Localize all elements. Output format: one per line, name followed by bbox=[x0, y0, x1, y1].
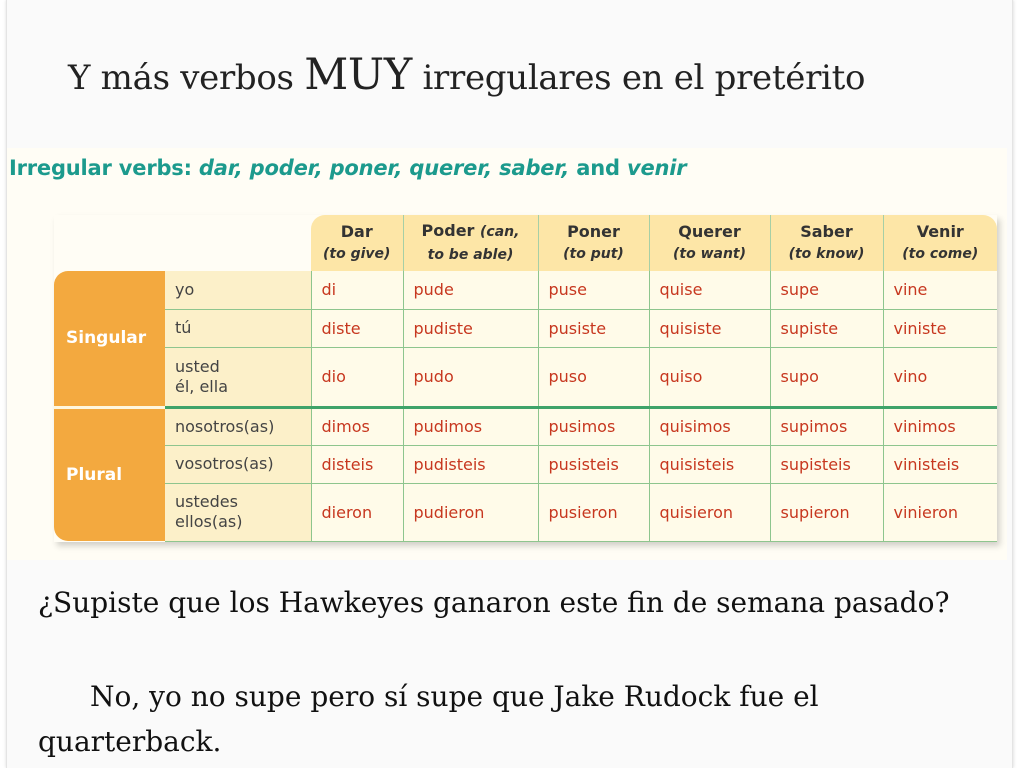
corner-cell bbox=[165, 215, 311, 271]
form-cell: diste bbox=[311, 309, 403, 347]
form-cell: quisiste bbox=[649, 309, 770, 347]
form-cell: supieron bbox=[770, 483, 883, 541]
form-cell: quisisteis bbox=[649, 445, 770, 483]
pronoun-cell: vosotros(as) bbox=[165, 445, 311, 483]
question-text: ¿Supiste que los Hawkeyes ganaron este fin de semana pasado? bbox=[38, 586, 950, 619]
group-label-singular: Singular bbox=[54, 271, 165, 407]
form-cell: supimos bbox=[770, 407, 883, 445]
header-row bbox=[54, 215, 997, 271]
form-cell: quisimos bbox=[649, 407, 770, 445]
form-cell: supe bbox=[770, 271, 883, 309]
form-cell: viniste bbox=[883, 309, 997, 347]
form-cell: pusimos bbox=[538, 407, 649, 445]
conjugation-table bbox=[54, 215, 997, 542]
title-end: irregulares en el pretérito bbox=[411, 58, 866, 98]
table-row bbox=[54, 407, 997, 445]
table-row bbox=[54, 445, 997, 483]
form-cell: vinisteis bbox=[883, 445, 997, 483]
form-cell: pudiste bbox=[403, 309, 538, 347]
textbook-image bbox=[7, 148, 1007, 560]
pronoun-cell: yo bbox=[165, 271, 311, 309]
col-header-poder: Poder (can, to be able) bbox=[403, 215, 538, 271]
group-label-plural: Plural bbox=[54, 407, 165, 541]
form-cell: di bbox=[311, 271, 403, 309]
form-cell: quise bbox=[649, 271, 770, 309]
form-cell: vino bbox=[883, 347, 997, 407]
form-cell: pudimos bbox=[403, 407, 538, 445]
answer-text: No, yo no supe pero sí supe que Jake Rudock fue el quarterback. bbox=[38, 680, 819, 758]
slide-title bbox=[68, 50, 988, 100]
form-cell: pude bbox=[403, 271, 538, 309]
table-row bbox=[54, 309, 997, 347]
form-cell: supo bbox=[770, 347, 883, 407]
form-cell: pusiste bbox=[538, 309, 649, 347]
form-cell: pudo bbox=[403, 347, 538, 407]
form-cell: pusisteis bbox=[538, 445, 649, 483]
form-cell: pusieron bbox=[538, 483, 649, 541]
corner-cell bbox=[54, 215, 165, 271]
pronoun-cell: nosotros(as) bbox=[165, 407, 311, 445]
col-header-poner: Poner (to put) bbox=[538, 215, 649, 271]
form-cell: dio bbox=[311, 347, 403, 407]
form-cell: pudieron bbox=[403, 483, 538, 541]
col-header-querer: Querer (to want) bbox=[649, 215, 770, 271]
textbook-heading: Irregular verbs: dar, poder, poner, querer, saber, and venir bbox=[9, 156, 687, 180]
form-cell: vinieron bbox=[883, 483, 997, 541]
form-cell: puse bbox=[538, 271, 649, 309]
form-cell: supiste bbox=[770, 309, 883, 347]
form-cell: vinimos bbox=[883, 407, 997, 445]
form-cell: vine bbox=[883, 271, 997, 309]
table-row bbox=[54, 483, 997, 541]
col-header-venir: Venir (to come) bbox=[883, 215, 997, 271]
title-emphasis: MUY bbox=[304, 50, 412, 100]
col-header-dar: Dar (to give) bbox=[311, 215, 403, 271]
form-cell: puso bbox=[538, 347, 649, 407]
pronoun-cell: ustedes ellos(as) bbox=[165, 483, 311, 541]
form-cell: dimos bbox=[311, 407, 403, 445]
form-cell: supisteis bbox=[770, 445, 883, 483]
form-cell: pudisteis bbox=[403, 445, 538, 483]
table-row bbox=[54, 271, 997, 309]
form-cell: quisieron bbox=[649, 483, 770, 541]
form-cell: quiso bbox=[649, 347, 770, 407]
col-header-saber: Saber (to know) bbox=[770, 215, 883, 271]
table-row bbox=[54, 347, 997, 407]
pronoun-cell: tú bbox=[165, 309, 311, 347]
title-start: Y más verbos bbox=[68, 58, 305, 98]
form-cell: disteis bbox=[311, 445, 403, 483]
pronoun-cell: usted él, ella bbox=[165, 347, 311, 407]
form-cell: dieron bbox=[311, 483, 403, 541]
